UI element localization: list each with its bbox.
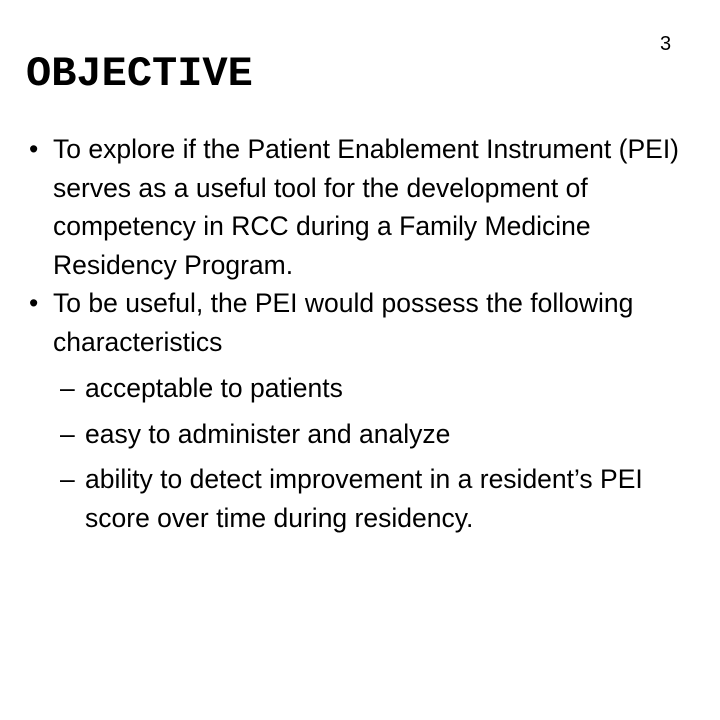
bullet-text: To be useful, the PEI would possess the following characteristics xyxy=(53,288,634,357)
dash-icon: – xyxy=(60,418,75,449)
sub-bullet-item xyxy=(53,460,710,537)
bullet-icon: • xyxy=(29,288,39,318)
sub-bullet-text: acceptable to patients xyxy=(85,373,343,403)
bullet-icon: • xyxy=(29,134,39,164)
sub-bullet-item xyxy=(53,415,710,454)
bullet-item-characteristics xyxy=(0,284,720,537)
page-number: 3 xyxy=(660,33,672,55)
bullet-item-objective xyxy=(0,130,720,284)
dash-icon: – xyxy=(60,464,75,494)
slide-title: OBJECTIVE xyxy=(26,50,253,98)
bullet-text: To explore if the Patient Enablement Instrument (PEI) serves as a useful tool for the development of competency in RCC during a Family Medicine Residency Program. xyxy=(53,134,680,280)
sub-bullet-text: ability to detect improvement in a resident’s PEI score over time during residency. xyxy=(85,464,643,533)
sub-bullet-item xyxy=(53,369,710,408)
sub-bullet-text: easy to administer and analyze xyxy=(85,418,451,449)
bullet-list xyxy=(0,130,720,537)
dash-icon: – xyxy=(60,373,75,403)
sub-bullet-list xyxy=(53,369,710,537)
